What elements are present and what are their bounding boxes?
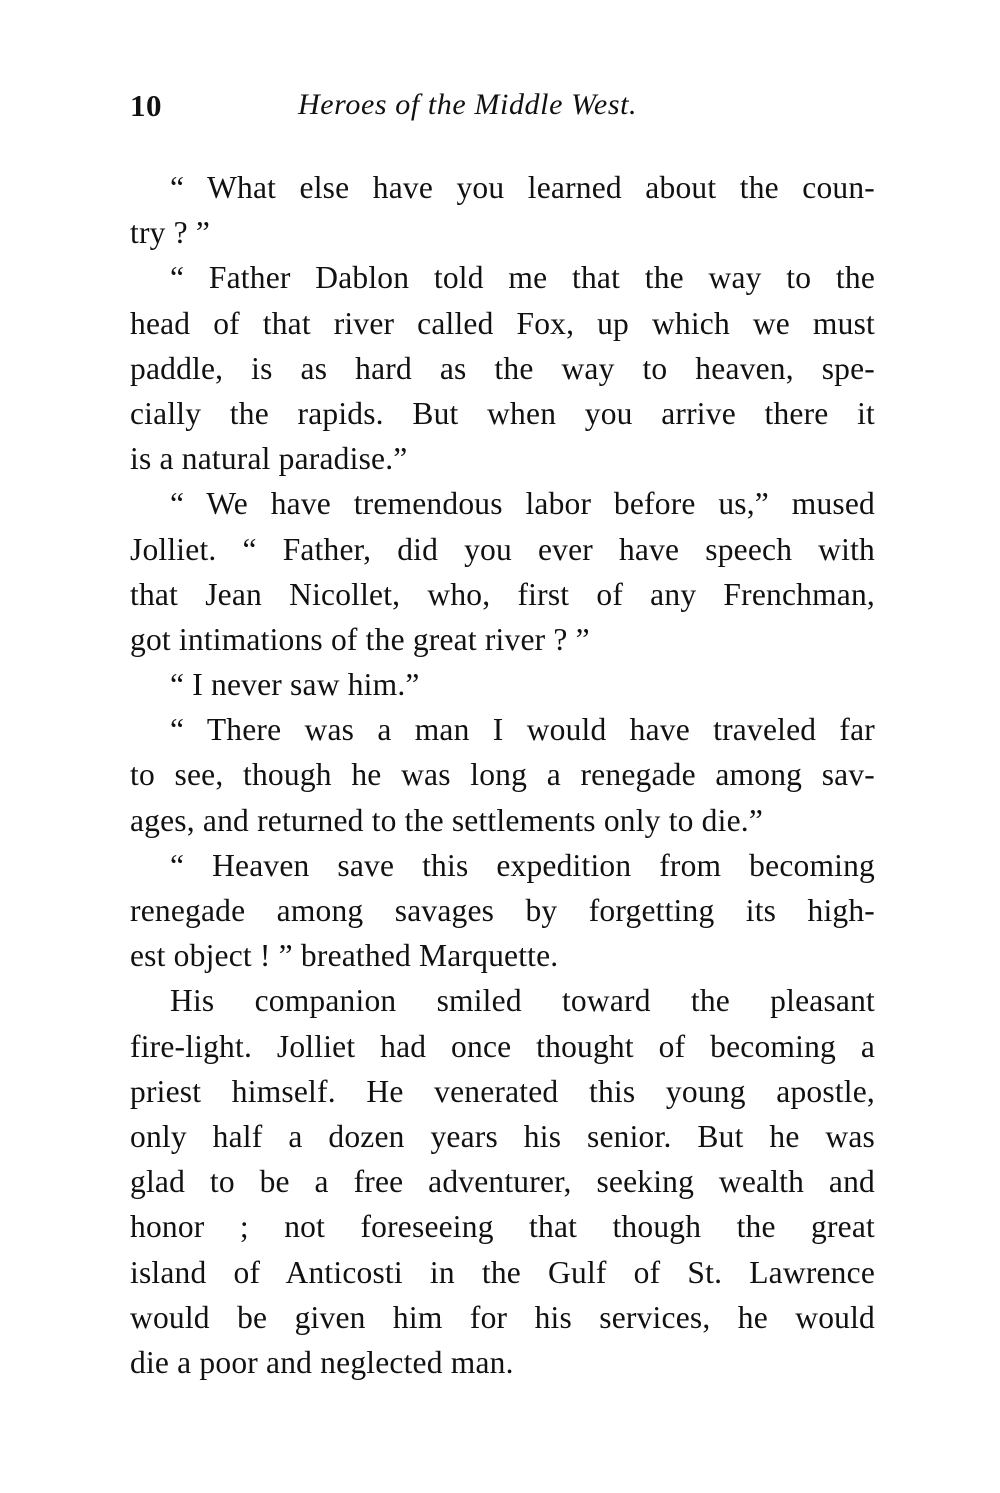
text-line: “ I never saw him.”: [170, 667, 420, 703]
text-line: to see, though he was long a renegade among sav-: [130, 757, 875, 793]
paragraph-4: [130, 662, 875, 707]
text-line: island of Anticosti in the Gulf of St. Lawrence: [130, 1254, 875, 1290]
text-line: glad to be a free adventurer, seeking wealth and: [130, 1164, 875, 1200]
text-line: “ What else have you learned about the coun-: [170, 170, 875, 205]
text-line: paddle, is as hard as the way to heaven, spe-: [130, 350, 875, 386]
text-line: got intimations of the great river ? ”: [130, 621, 590, 657]
text-line: would be given him for his services, he would: [130, 1299, 875, 1335]
paragraph-6: [130, 843, 875, 979]
text-line: “ Heaven save this expedition from becoming: [170, 847, 875, 883]
text-line: fire-light. Jolliet had once thought of becoming a: [130, 1028, 875, 1064]
running-title: Heroes of the Middle West.: [298, 88, 638, 121]
text-line: priest himself. He venerated this young apostle,: [130, 1073, 875, 1109]
text-line: try ? ”: [130, 215, 211, 251]
text-line: “ There was a man I would have traveled far: [170, 712, 875, 748]
text-line: His companion smiled toward the pleasant: [170, 983, 875, 1019]
text-line: ages, and returned to the settlements only to die.”: [130, 802, 764, 838]
page-number: 10: [130, 88, 162, 123]
body-text: [130, 165, 875, 1385]
text-line: die a poor and neglected man.: [130, 1344, 514, 1380]
text-line: honor ; not foreseeing that though the great: [130, 1209, 875, 1245]
paragraph-1: [130, 165, 875, 255]
text-line: Jolliet. “ Father, did you ever have speech with: [130, 531, 875, 567]
paragraph-7: [130, 978, 875, 1385]
text-line: renegade among savages by forgetting its high-: [130, 893, 875, 928]
text-line: “ Father Dablon told me that the way to the: [170, 260, 875, 296]
paragraph-3: [130, 481, 875, 662]
text-line: that Jean Nicollet, who, first of any Frenchman,: [130, 576, 875, 612]
paragraph-5: [130, 707, 875, 843]
text-line: is a natural paradise.”: [130, 441, 408, 477]
text-line: est object ! ” breathed Marquette.: [130, 938, 559, 974]
running-head: [130, 88, 875, 132]
text-line: “ We have tremendous labor before us,” mused: [170, 486, 875, 522]
paragraph-2: [130, 255, 875, 481]
text-line: cially the rapids. But when you arrive there it: [130, 395, 875, 431]
text-line: only half a dozen years his senior. But he was: [130, 1118, 875, 1154]
text-line: head of that river called Fox, up which we must: [130, 305, 875, 341]
